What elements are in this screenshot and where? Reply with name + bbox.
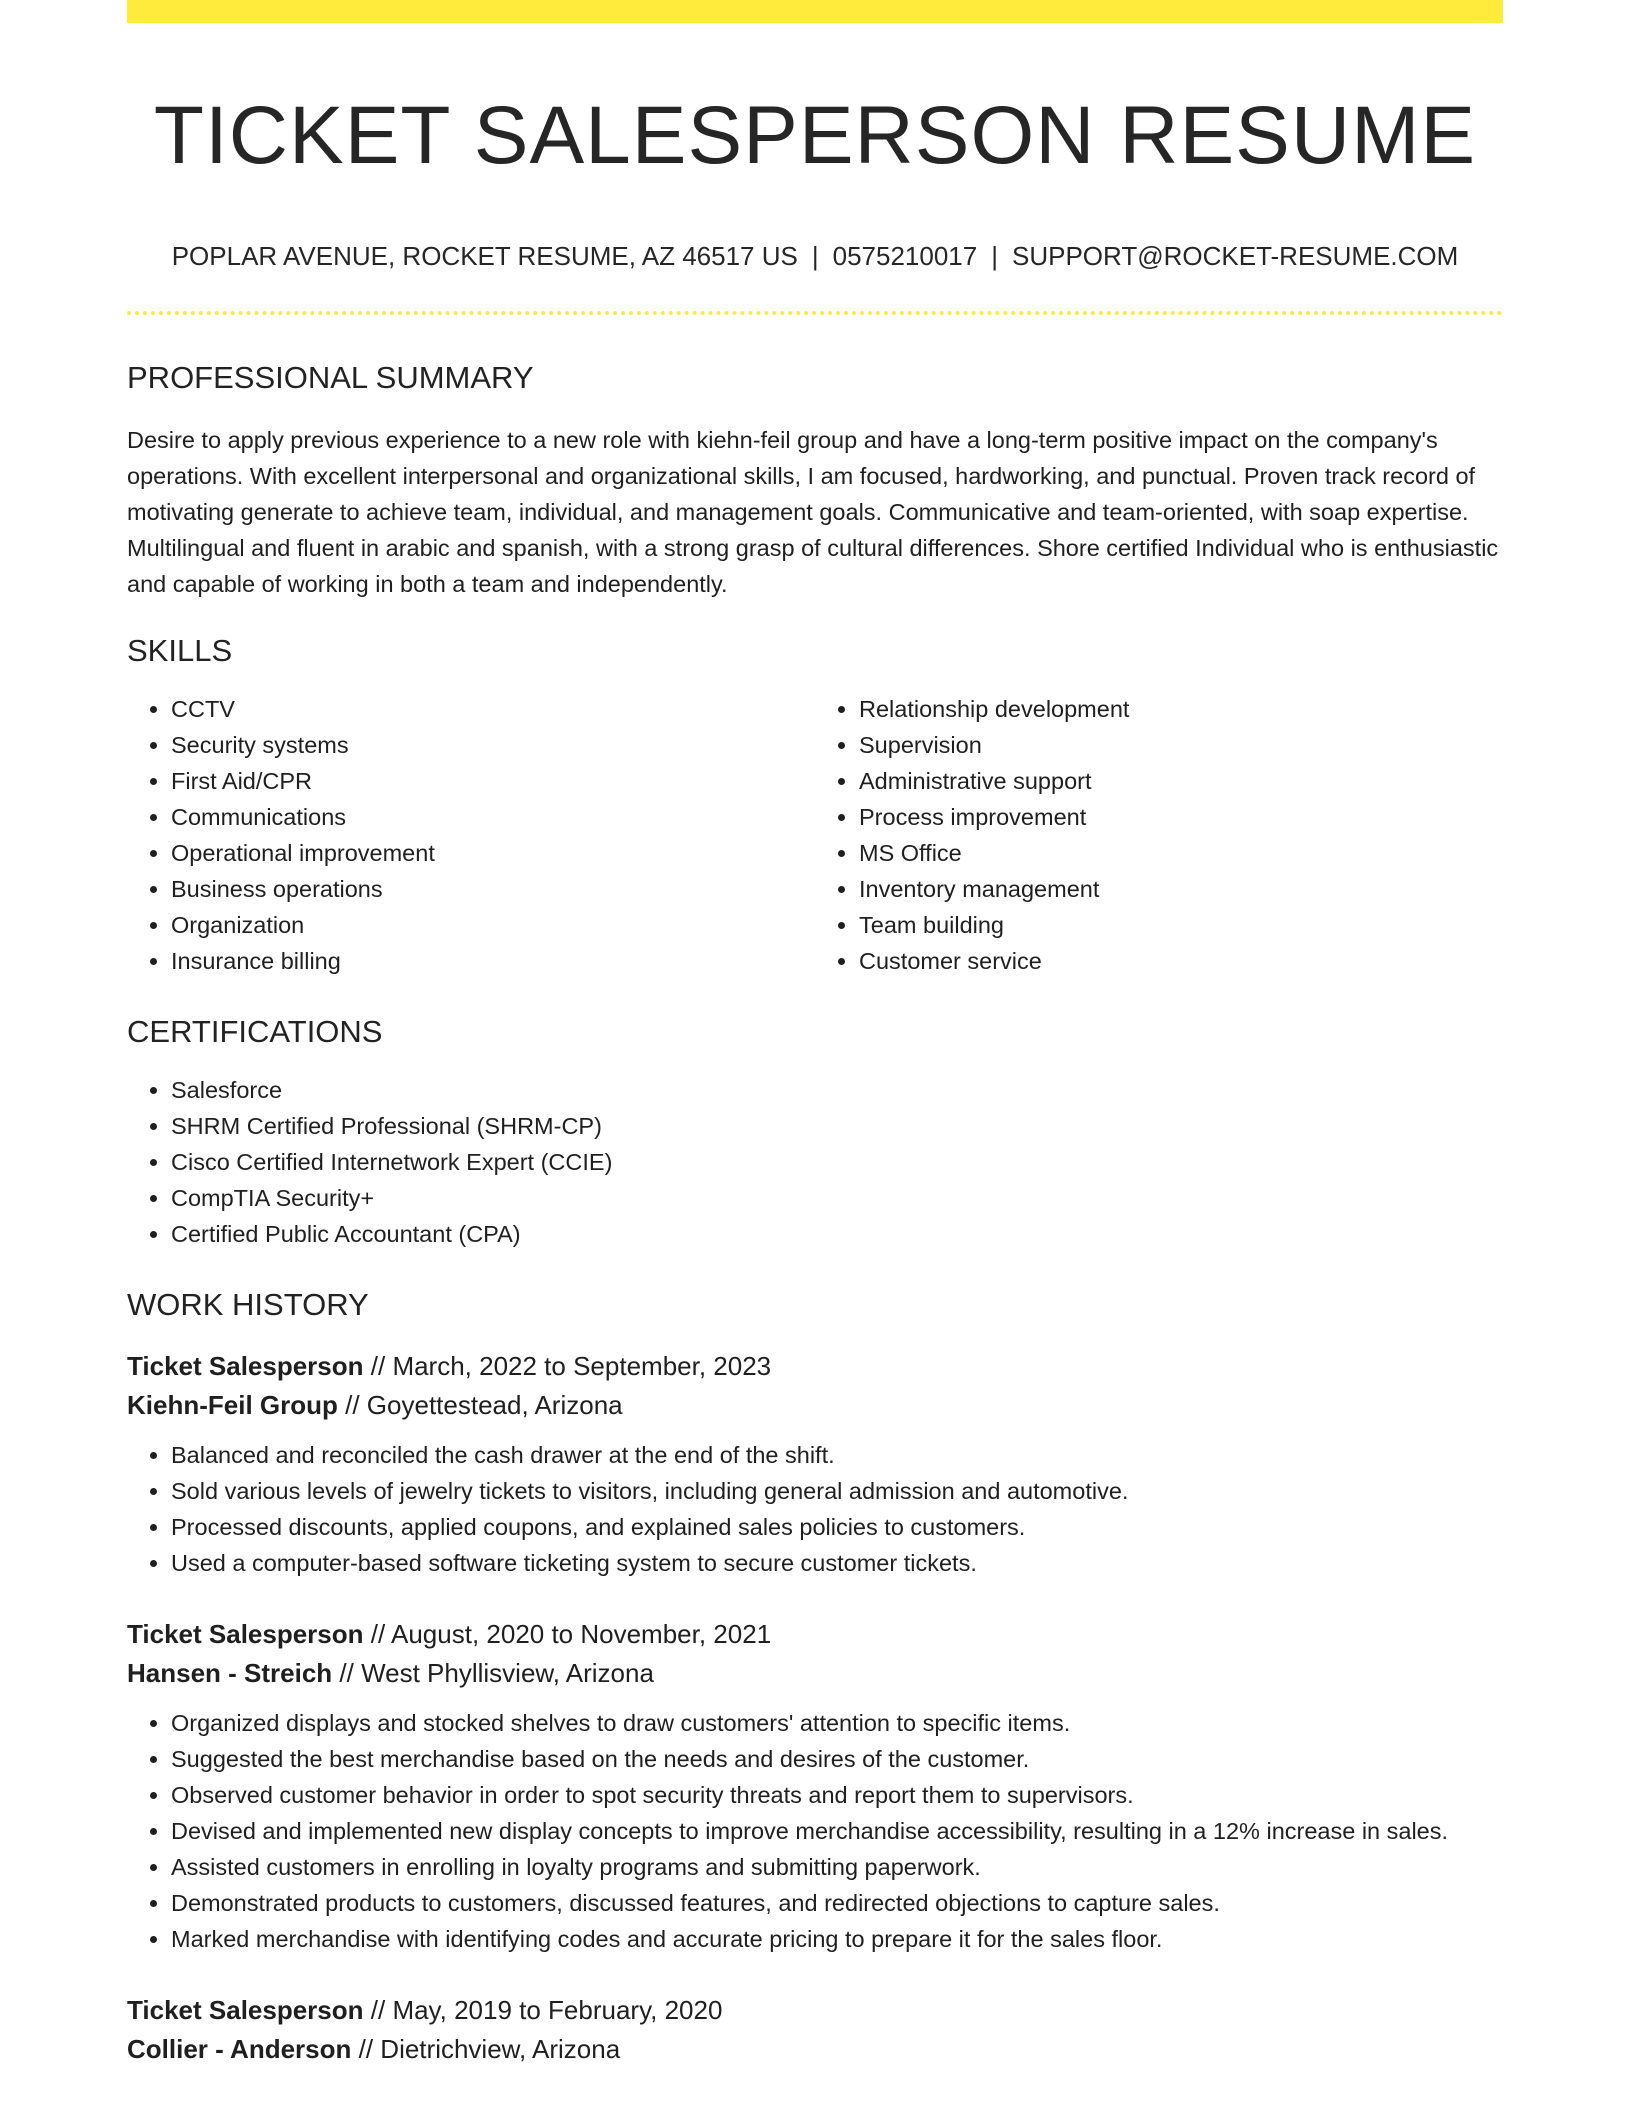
- contact-separator: |: [991, 241, 998, 272]
- job-company: Kiehn-Feil Group: [127, 1390, 338, 1421]
- contact-address: POPLAR AVENUE, ROCKET RESUME, AZ 46517 US: [171, 241, 798, 272]
- skill-item: • Business operations: [171, 871, 815, 907]
- job-entry: [127, 1991, 1503, 2069]
- certifications-heading: CERTIFICATIONS: [127, 1013, 383, 1049]
- resume-title: TICKET SALESPERSON RESUME: [153, 90, 1477, 181]
- job-bullet: • Processed discounts, applied coupons, and explained sales policies to customers.: [171, 1509, 1503, 1545]
- skill-item: • Customer service: [859, 943, 1503, 979]
- skill-item: • Relationship development: [859, 691, 1503, 727]
- job-location: Goyettestead, Arizona: [366, 1390, 623, 1421]
- job-divider: //: [332, 1658, 362, 1689]
- summary-text: Desire to apply previous experience to a new role with kiehn-feil group and have a long-term positive impact on the company's operations. With excellent interpersonal and organizational skills, I am focused, hardworking, and punctual. Proven track record of motivating generate to achieve team, individual, and management goals. Communicative and team-oriented, with soap expertise. Multilingual and fluent in arabic and spanish, with a strong grasp of cultural differences. Shore certified Individual who is enthusiastic and capable of working in both a team and independently.: [127, 426, 1499, 597]
- skill-item: • Administrative support: [859, 763, 1503, 799]
- job-dates: May, 2019 to February, 2020: [392, 1995, 723, 2026]
- job-divider: //: [337, 1390, 367, 1421]
- job-location: West Phyllisview, Arizona: [361, 1658, 654, 1689]
- certification-item: • Salesforce: [171, 1072, 1503, 1108]
- job-entry: [127, 1347, 1503, 1581]
- job-dates: August, 2020 to November, 2021: [391, 1619, 772, 1650]
- job-role: Ticket Salesperson: [127, 1351, 364, 1382]
- job-bullet: • Demonstrated products to customers, discussed features, and redirected objections to capture sales.: [171, 1885, 1503, 1921]
- skill-item: • Team building: [859, 907, 1503, 943]
- job-role-line: [127, 1615, 1503, 1654]
- certification-item: • CompTIA Security+: [171, 1180, 1503, 1216]
- skills-list-right: [815, 691, 1503, 979]
- skills-columns: [127, 691, 1503, 979]
- job-company: Collier - Anderson: [127, 2034, 352, 2065]
- certification-item: • Cisco Certified Internetwork Expert (CCIE): [171, 1144, 1503, 1180]
- job-company-line: [127, 2030, 1503, 2069]
- skill-item: • Operational improvement: [171, 835, 815, 871]
- contact-phone: 0575210017: [832, 241, 978, 272]
- job-divider: //: [363, 1619, 391, 1650]
- skill-item: • Security systems: [171, 727, 815, 763]
- certification-item: • Certified Public Accountant (CPA): [171, 1216, 1503, 1252]
- skill-item: • MS Office: [859, 835, 1503, 871]
- job-bullet: • Suggested the best merchandise based on the needs and desires of the customer.: [171, 1741, 1503, 1777]
- job-bullets: [127, 1437, 1503, 1581]
- job-bullet: • Marked merchandise with identifying codes and accurate pricing to prepare it for the sales floor.: [171, 1921, 1503, 1957]
- job-entry: [127, 1615, 1503, 1957]
- skill-item: • Communications: [171, 799, 815, 835]
- skill-item: • Supervision: [859, 727, 1503, 763]
- skills-list-left: [127, 691, 815, 979]
- job-role: Ticket Salesperson: [127, 1619, 364, 1650]
- job-bullet: • Devised and implemented new display concepts to improve merchandise accessibility, resulting in a 12% increase in sales.: [171, 1813, 1503, 1849]
- job-company-line: [127, 1654, 1503, 1693]
- skill-item: • Organization: [171, 907, 815, 943]
- job-divider: //: [363, 1995, 393, 2026]
- certifications-list: [127, 1072, 1503, 1252]
- job-bullet: • Balanced and reconciled the cash drawer at the end of the shift.: [171, 1437, 1503, 1473]
- job-bullet: • Assisted customers in enrolling in loyalty programs and submitting paperwork.: [171, 1849, 1503, 1885]
- job-bullet: • Used a computer-based software ticketing system to secure customer tickets.: [171, 1545, 1503, 1581]
- job-company-line: [127, 1386, 1503, 1425]
- contact-separator: |: [811, 241, 819, 272]
- job-divider: //: [351, 2034, 381, 2065]
- job-location: Dietrichview, Arizona: [380, 2034, 621, 2065]
- skills-heading: SKILLS: [127, 632, 233, 668]
- job-company: Hansen - Streich: [127, 1658, 333, 1689]
- job-bullet: • Observed customer behavior in order to spot security threats and report them to supervisors.: [171, 1777, 1503, 1813]
- skill-item: • CCTV: [171, 691, 815, 727]
- skill-item: • Inventory management: [859, 871, 1503, 907]
- job-bullet: • Sold various levels of jewelry tickets to visitors, including general admission and automotive.: [171, 1473, 1503, 1509]
- job-bullet: • Organized displays and stocked shelves to draw customers' attention to specific items.: [171, 1705, 1503, 1741]
- dotted-divider: [127, 311, 1503, 315]
- work-history-heading: WORK HISTORY: [127, 1287, 369, 1323]
- work-history-list: [127, 1347, 1503, 2069]
- job-dates: March, 2022 to September, 2023: [392, 1351, 772, 1382]
- contact-email: SUPPORT@ROCKET-RESUME.COM: [1012, 241, 1459, 272]
- certification-item: • SHRM Certified Professional (SHRM-CP): [171, 1108, 1503, 1144]
- job-divider: //: [363, 1351, 393, 1382]
- skill-item: • Process improvement: [859, 799, 1503, 835]
- job-bullets: [127, 1705, 1503, 1957]
- job-role-line: [127, 1991, 1503, 2030]
- job-role-line: [127, 1347, 1503, 1386]
- summary-heading: PROFESSIONAL SUMMARY: [127, 359, 534, 395]
- resume-page: [127, 0, 1503, 2069]
- contact-line: [127, 241, 1503, 272]
- skill-item: • First Aid/CPR: [171, 763, 815, 799]
- top-accent-bar: [127, 0, 1503, 23]
- job-role: Ticket Salesperson: [127, 1995, 364, 2026]
- skill-item: • Insurance billing: [171, 943, 815, 979]
